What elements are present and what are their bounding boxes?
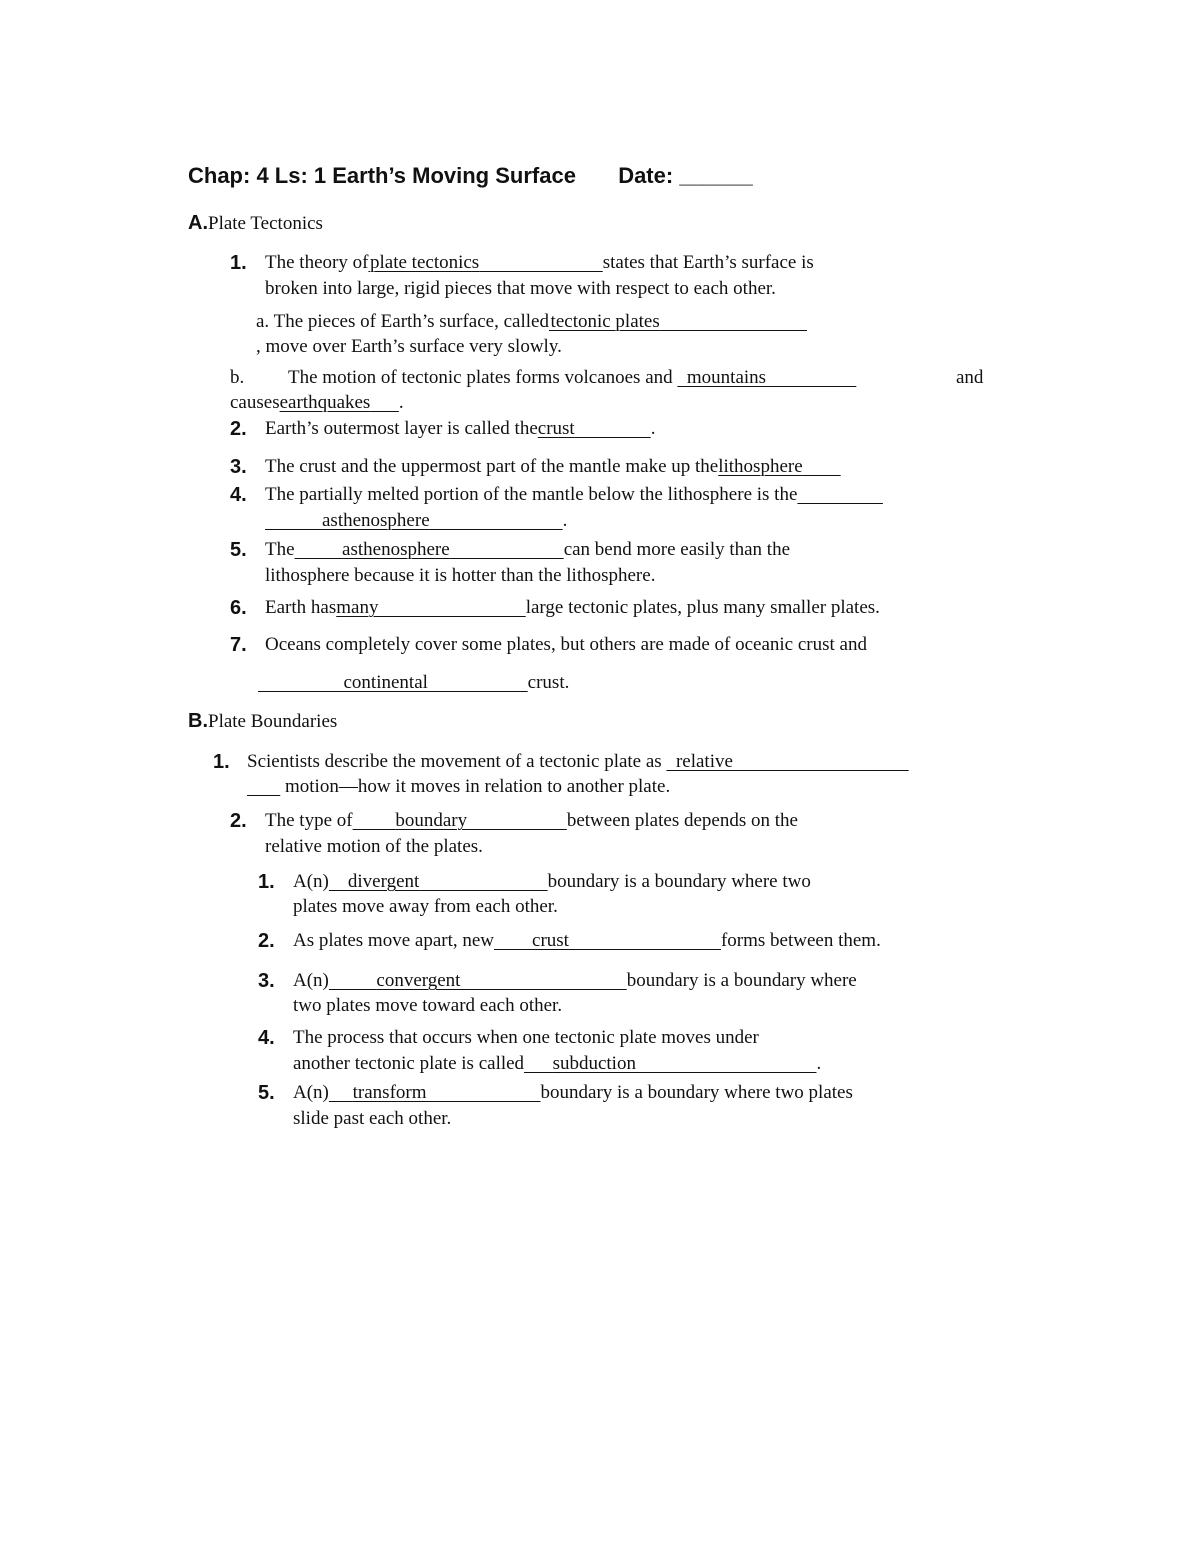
- question-a6: [265, 596, 880, 620]
- worksheet-title: Chap: 4 Ls: 1 Earth’s Moving Surface: [188, 163, 576, 188]
- question-number: 2.: [230, 810, 247, 832]
- question-b2-4-line2: another tectonic plate is called subduction .: [293, 1053, 822, 1074]
- answer-blank: continental: [343, 672, 428, 693]
- question-text: The process that occurs when one tectonic plate moves under: [293, 1027, 759, 1048]
- question-text: The: [265, 539, 295, 560]
- answer-blank: divergent: [347, 871, 420, 892]
- answer-blank: crust: [532, 930, 569, 951]
- question-text: motion—how it moves in relation to another plate.: [285, 776, 671, 797]
- question-text: causes: [230, 392, 280, 413]
- answer-blank: [797, 484, 883, 505]
- section-b-heading: [188, 709, 337, 734]
- question-text: A(n): [293, 871, 329, 892]
- question-number: 7.: [230, 634, 247, 656]
- question-text: a. The pieces of Earth’s surface, called: [256, 311, 549, 332]
- question-text: plates move away from each other.: [293, 896, 558, 917]
- answer-blank: mountains: [686, 367, 767, 388]
- answer-blank: boundary: [395, 810, 468, 831]
- question-text: forms between them.: [720, 930, 881, 951]
- question-text: between plates depends on the: [566, 810, 798, 831]
- question-text: The partially melted portion of the mantle below the lithosphere is the: [265, 484, 798, 505]
- question-text: slide past each other.: [293, 1108, 452, 1129]
- question-number: 4.: [258, 1027, 275, 1049]
- question-text: boundary is a boundary where two: [547, 871, 811, 892]
- question-b2-1: [293, 870, 811, 894]
- question-number: 3.: [230, 456, 247, 478]
- question-text: Scientists describe the movement of a tectonic plate as: [247, 751, 662, 772]
- question-text: , move over Earth’s surface very slowly.: [256, 336, 562, 357]
- question-number: 5.: [230, 539, 247, 561]
- question-text: The theory of: [265, 252, 369, 273]
- answer-blank: earthquakes: [279, 392, 371, 413]
- answer-blank: plate tectonics: [370, 252, 480, 273]
- section-title: Plate Boundaries: [208, 711, 338, 732]
- answer-blank: convergent: [376, 970, 461, 991]
- date-blank: ______: [679, 163, 753, 188]
- question-text: another tectonic plate is called: [293, 1053, 525, 1074]
- question-text: Earth has: [265, 597, 337, 618]
- question-text: Oceans completely cover some plates, but others are made of oceanic crust and: [265, 634, 867, 655]
- question-number: 5.: [258, 1082, 275, 1104]
- question-number: 3.: [258, 970, 275, 992]
- answer-blank: [247, 776, 280, 797]
- answer-blank: asthenosphere: [342, 539, 450, 560]
- question-a1b-line2: causesearthquakes .: [230, 392, 404, 413]
- question-b1: [247, 750, 909, 774]
- question-a1b-marker: b.: [230, 367, 245, 388]
- question-number: 4.: [230, 484, 247, 506]
- question-a4: [265, 483, 883, 507]
- question-b2-3: [293, 969, 857, 993]
- question-text: Earth’s outermost layer is called the: [265, 418, 538, 439]
- question-text: The crust and the uppermost part of the mantle make up the: [265, 456, 719, 477]
- question-text: states that Earth’s surface is: [602, 252, 814, 273]
- question-text: A(n): [293, 1082, 329, 1103]
- question-a1b: [288, 366, 856, 390]
- answer-blank: subduction: [552, 1053, 636, 1074]
- answer-blank: relative: [675, 751, 733, 772]
- section-letter: B.: [188, 710, 208, 732]
- question-text: relative motion of the plates.: [265, 836, 483, 857]
- question-b2-5: [293, 1081, 853, 1105]
- question-text: A(n): [293, 970, 329, 991]
- answer-blank: tectonic plates: [550, 311, 660, 332]
- answer-blank: asthenosphere: [322, 510, 430, 531]
- section-a-heading: [188, 211, 323, 236]
- question-b2-2: [293, 929, 881, 953]
- question-text: large tectonic plates, plus many smaller plates.: [525, 597, 880, 618]
- question-number: 2.: [258, 930, 275, 952]
- question-number: 1.: [258, 871, 275, 893]
- question-text: lithosphere because it is hotter than the lithosphere.: [265, 565, 656, 586]
- section-title: Plate Tectonics: [208, 213, 323, 234]
- section-letter: A.: [188, 212, 208, 234]
- question-b2: [265, 809, 798, 833]
- answer-blank: transform: [352, 1082, 427, 1103]
- question-a5: [265, 538, 790, 562]
- question-text: two plates move toward each other.: [293, 995, 563, 1016]
- question-number: 2.: [230, 418, 247, 440]
- question-a3: [265, 455, 841, 479]
- page-title: [188, 164, 753, 188]
- question-text: The type of: [265, 810, 353, 831]
- question-text: can bend more easily than the: [563, 539, 791, 560]
- question-a2: Earth’s outermost layer is called thecrust .: [265, 418, 656, 439]
- question-a4-line2: asthenosphere .: [265, 509, 567, 533]
- question-text: The motion of tectonic plates forms volcanoes and: [288, 367, 673, 388]
- question-text: boundary is a boundary where two plates: [540, 1082, 853, 1103]
- question-a1a: [256, 310, 807, 334]
- question-a1: [265, 251, 814, 275]
- date-label: Date:: [618, 163, 674, 188]
- answer-blank: lithosphere: [718, 456, 803, 477]
- question-number: 1.: [230, 252, 247, 274]
- question-b1-line2: [247, 775, 670, 799]
- question-text: As plates move apart, new: [293, 930, 495, 951]
- question-text: crust.: [527, 672, 570, 693]
- question-number: 1.: [213, 751, 230, 773]
- question-text: boundary is a boundary where: [626, 970, 857, 991]
- answer-blank: crust: [537, 418, 575, 439]
- question-text: broken into large, rigid pieces that move with respect to each other.: [265, 278, 776, 299]
- answer-blank: many: [336, 597, 379, 618]
- question-a7-line2: [258, 671, 569, 695]
- question-number: 6.: [230, 597, 247, 619]
- question-text: and: [956, 367, 984, 388]
